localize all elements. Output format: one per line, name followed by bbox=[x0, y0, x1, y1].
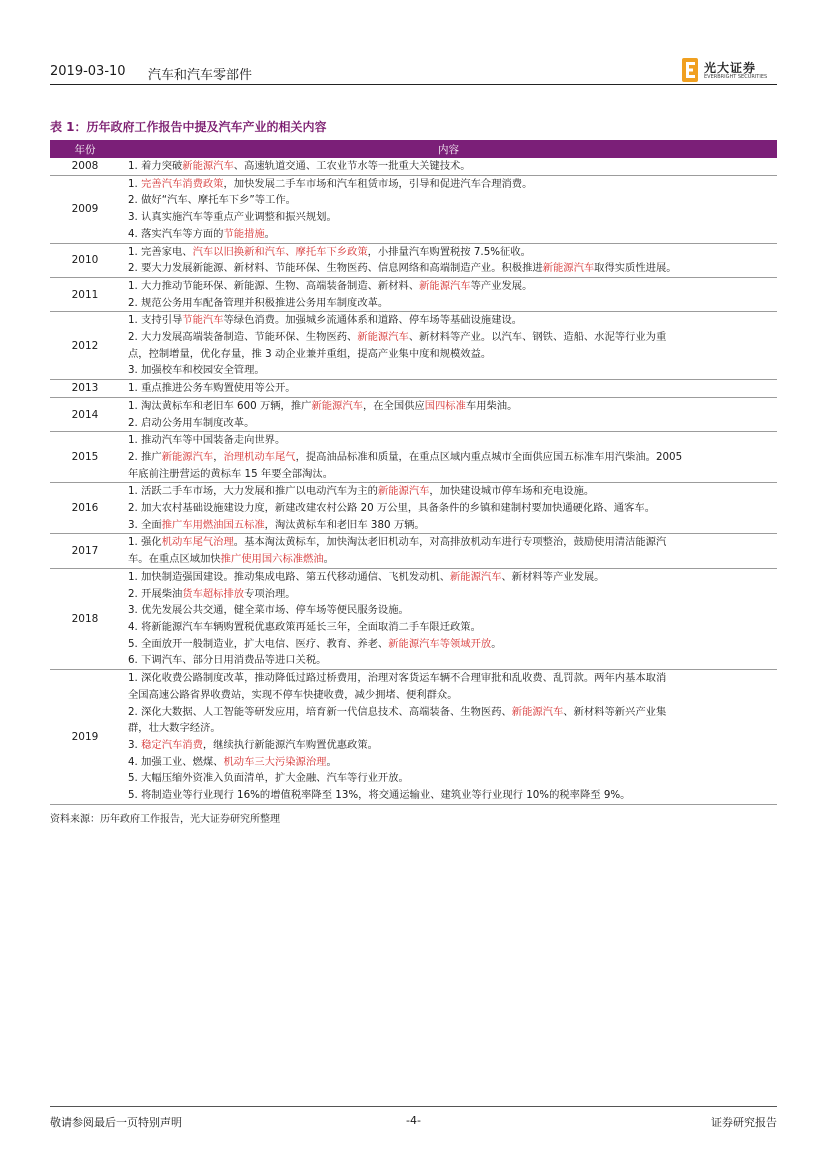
content-text: 2. 深化大数据、人工智能等研发应用，培育新一代信息技术、高端装备、生物医药、 bbox=[128, 705, 512, 718]
content-text: 2. 要大力发展新能源、新材料、节能环保、生物医药、信息网络和高端制造产业。积极推进 bbox=[128, 262, 543, 275]
source-note: 资料来源：历年政府工作报告，光大证券研究所整理 bbox=[50, 814, 280, 825]
content-line bbox=[120, 192, 777, 209]
content-text: ， bbox=[213, 450, 224, 463]
table-row bbox=[50, 243, 777, 277]
everbright-logo-icon bbox=[682, 58, 698, 82]
year-cell: 2017 bbox=[50, 534, 120, 568]
content-cell bbox=[120, 483, 777, 534]
table-row bbox=[50, 534, 777, 568]
content-text: 、高速轨道交通、工农业节水等一批重大关键技术。 bbox=[233, 160, 471, 172]
content-text: 5. 全面放开一般制造业，扩大电信、医疗、教育、养老、 bbox=[128, 637, 389, 650]
content-line bbox=[120, 704, 777, 721]
content-line bbox=[120, 670, 777, 687]
table-row bbox=[50, 483, 777, 534]
content-text: ，在全国供应 bbox=[362, 399, 425, 412]
content-text: 2. 做好“汽车、摩托车下乡”等工作。 bbox=[128, 194, 296, 207]
highlighted-text: 新能源汽车 bbox=[511, 705, 564, 718]
content-line bbox=[120, 636, 777, 653]
content-text: 、新材料等新兴产业集 bbox=[563, 705, 667, 718]
content-text: 1. 推动汽车等中国装备走向世界。 bbox=[128, 434, 286, 447]
highlighted-text: 国四标准 bbox=[424, 399, 466, 412]
table-row bbox=[50, 432, 777, 483]
content-cell bbox=[120, 432, 777, 483]
content-text: 2. 开展柴油 bbox=[128, 587, 183, 600]
content-text: 。 bbox=[491, 637, 502, 650]
content-line bbox=[120, 602, 777, 619]
year-cell: 2019 bbox=[50, 670, 120, 805]
content-line bbox=[120, 158, 777, 175]
highlighted-text: 汽车以旧换新和汽车、摩托车下乡政策 bbox=[192, 245, 368, 258]
highlighted-text: 新能源汽车 bbox=[542, 262, 595, 275]
page-header bbox=[50, 58, 777, 84]
content-text: 1. bbox=[128, 177, 142, 190]
content-text: 等绿色消费。加强城乡流通体系和道路、停车场等基础设施建设。 bbox=[223, 314, 523, 327]
content-line bbox=[120, 619, 777, 636]
content-text: 2. 启动公务用车制度改革。 bbox=[128, 416, 255, 429]
content-cell bbox=[120, 568, 777, 669]
table-header-row bbox=[50, 140, 777, 158]
content-line bbox=[120, 329, 777, 346]
content-text: 6. 下调汽车、部分日用消费品等进口关税。 bbox=[128, 654, 327, 667]
content-line bbox=[120, 787, 777, 804]
content-line bbox=[120, 720, 777, 737]
content-text: 1. 加快制造强国建设。推动集成电路、第五代移动通信、飞机发动机、 bbox=[128, 570, 451, 583]
content-text: 5. 大幅压缩外资准入负面清单，扩大金融、汽车等行业开放。 bbox=[128, 772, 409, 785]
content-text: 。 bbox=[326, 755, 337, 768]
content-line bbox=[120, 569, 777, 586]
content-cell bbox=[120, 380, 777, 398]
year-cell: 2015 bbox=[50, 432, 120, 483]
year-cell: 2010 bbox=[50, 243, 120, 277]
highlighted-text: 新能源汽车 bbox=[311, 399, 363, 412]
content-line bbox=[120, 534, 777, 551]
content-text: 等产业发展。 bbox=[470, 279, 533, 292]
content-text: 1. 淘汰黄标车和老旧车 600 万辆，推广 bbox=[128, 399, 312, 412]
highlighted-text: 机动车尾气治理 bbox=[161, 536, 234, 549]
content-line bbox=[120, 432, 777, 449]
highlighted-text: 新能源汽车 bbox=[450, 570, 502, 583]
highlighted-text: 推广使用国六标准燃油 bbox=[220, 553, 324, 566]
content-text: 4. 加强工业、燃煤、 bbox=[128, 755, 224, 768]
year-cell: 2012 bbox=[50, 312, 120, 380]
content-text: 点，控制增量，优化存量，推 3 动企业兼并重组，提高产业集中度和规模效益。 bbox=[128, 347, 492, 360]
content-text: 。 bbox=[264, 227, 275, 240]
content-line bbox=[120, 226, 777, 243]
content-cell bbox=[120, 158, 777, 175]
table-row bbox=[50, 670, 777, 805]
content-line bbox=[120, 737, 777, 754]
highlighted-text: 治理机动车尾气 bbox=[223, 450, 296, 463]
content-line bbox=[120, 312, 777, 329]
table-row bbox=[50, 568, 777, 669]
logo-text-en: EVERBRIGHT SECURITIES bbox=[704, 74, 768, 80]
everbright-logo bbox=[682, 58, 777, 84]
policy-table bbox=[50, 140, 777, 805]
year-cell: 2014 bbox=[50, 397, 120, 431]
highlighted-text: 完善汽车消费政策 bbox=[141, 177, 224, 190]
table-title: 表 1：历年政府工作报告中提及汽车产业的相关内容 bbox=[50, 120, 327, 134]
content-text: 车用柴油。 bbox=[465, 399, 518, 412]
table-row bbox=[50, 158, 777, 175]
content-line bbox=[120, 244, 777, 261]
content-line bbox=[120, 176, 777, 193]
content-text: 1. 支持引导 bbox=[128, 314, 183, 327]
content-text: 3. 优先发展公共交通，健全菜市场、停车场等便民服务设施。 bbox=[128, 604, 409, 617]
content-text: 3. 全面 bbox=[128, 518, 162, 531]
content-text: 1. 完善家电、 bbox=[128, 245, 193, 258]
content-text: 、新材料等产业。以汽车、钢铁、造船、水泥等行业为重 bbox=[408, 331, 667, 344]
year-cell: 2009 bbox=[50, 175, 120, 243]
content-line bbox=[120, 652, 777, 669]
content-text: 车。在重点区域加快 bbox=[128, 553, 221, 566]
content-text: 全国高速公路省界收费站，实现不停车快捷收费，减少拥堵、便利群众。 bbox=[128, 688, 458, 701]
content-text: ，继续执行新能源汽车购置优惠政策。 bbox=[202, 738, 378, 751]
year-cell: 2011 bbox=[50, 277, 120, 311]
content-text: 、新材料等产业发展。 bbox=[501, 570, 605, 583]
report-sector: 汽车和汽车零部件 bbox=[148, 68, 253, 83]
content-text: 4. 将新能源汽车车辆购置税优惠政策再延长三年，全面取消二手车限迁政策。 bbox=[128, 620, 481, 633]
content-line bbox=[120, 551, 777, 568]
year-cell: 2008 bbox=[50, 158, 120, 175]
header-rule bbox=[50, 84, 777, 85]
content-text: ，加快发展二手车市场和汽车租赁市场，引导和促进汽车合理消费。 bbox=[223, 177, 533, 190]
content-cell bbox=[120, 670, 777, 805]
year-cell: 2016 bbox=[50, 483, 120, 534]
highlighted-text: 新能源汽车 bbox=[419, 279, 471, 292]
table-row bbox=[50, 175, 777, 243]
content-text: ，淘汰黄标车和老旧车 380 万辆。 bbox=[264, 518, 425, 531]
content-text: 2. 加大农村基础设施建设力度，新建改建农村公路 20 万公里，具备条件的乡镇和建制村要加快通硬化路、通客车。 bbox=[128, 502, 655, 515]
content-line bbox=[120, 295, 777, 312]
highlighted-text: 新能源汽车 bbox=[161, 450, 214, 463]
content-text: 年底前注册营运的黄标车 15 年要全部淘汰。 bbox=[128, 467, 333, 480]
content-text: 1. 深化收费公路制度改革，推动降低过路过桥费用，治理对客货运车辆不合理审批和乱收费、乱罚款。两年内基本取消 bbox=[128, 672, 667, 685]
content-line bbox=[120, 398, 777, 415]
year-cell: 2018 bbox=[50, 568, 120, 669]
content-text: 。基本淘汰黄标车，加快淘汰老旧机动车，对高排放机动车进行专项整治，鼓励使用清洁能源汽 bbox=[233, 536, 667, 549]
table-row bbox=[50, 380, 777, 398]
highlighted-text: 新能源汽车 bbox=[182, 160, 234, 172]
content-line bbox=[120, 517, 777, 534]
content-text: 3. 认真实施汽车等重点产业调整和振兴规划。 bbox=[128, 211, 337, 224]
highlighted-text: 货车超标排放 bbox=[182, 587, 245, 600]
table-row bbox=[50, 397, 777, 431]
content-text: 取得实质性进展。 bbox=[594, 262, 677, 275]
content-line bbox=[120, 586, 777, 603]
content-line bbox=[120, 687, 777, 704]
highlighted-text: 机动车三大污染源治理 bbox=[223, 755, 327, 768]
content-line bbox=[120, 209, 777, 226]
content-text: 3. bbox=[128, 738, 142, 751]
content-text: 5. 将制造业等行业现行 16%的增值税率降至 13%，将交通运输业、建筑业等行业现行 10%的税率降至 9%。 bbox=[128, 789, 631, 802]
page-number: -4- bbox=[406, 1114, 421, 1127]
footer-rule bbox=[50, 1106, 777, 1107]
content-line bbox=[120, 380, 777, 397]
content-line bbox=[120, 500, 777, 517]
content-text: 群，壮大数字经济。 bbox=[128, 722, 221, 735]
content-text: 1. 重点推进公务车购置使用等公开。 bbox=[128, 382, 296, 395]
column-header-content: 内容 bbox=[120, 140, 777, 158]
content-text: 4. 落实汽车等方面的 bbox=[128, 227, 224, 240]
content-line bbox=[120, 362, 777, 379]
disclaimer-note: 敬请参阅最后一页特别声明 bbox=[50, 1116, 182, 1129]
content-cell bbox=[120, 277, 777, 311]
content-text: 1. 大力推动节能环保、新能源、生物、高端装备制造、新材料、 bbox=[128, 279, 420, 292]
content-text: 2. 规范公务用车配备管理并积极推进公务用车制度改革。 bbox=[128, 296, 389, 309]
content-text: 专项治理。 bbox=[244, 587, 296, 600]
content-line bbox=[120, 770, 777, 787]
highlighted-text: 稳定汽车消费 bbox=[141, 738, 203, 751]
content-text: ，小排量汽车购置税按 7.5%征收。 bbox=[367, 245, 531, 258]
content-text: 1. 着力突破 bbox=[128, 160, 183, 172]
highlighted-text: 推广车用燃油国五标准 bbox=[161, 518, 265, 531]
content-cell bbox=[120, 312, 777, 380]
highlighted-text: 新能源汽车 bbox=[377, 485, 430, 498]
content-cell bbox=[120, 175, 777, 243]
content-line bbox=[120, 415, 777, 432]
highlighted-text: 节能汽车 bbox=[182, 314, 224, 327]
table-row bbox=[50, 277, 777, 311]
content-line bbox=[120, 346, 777, 363]
content-line bbox=[120, 449, 777, 466]
content-text: 2. 推广 bbox=[128, 450, 162, 463]
content-text: 1. 活跃二手车市场，大力发展和推广以电动汽车为主的 bbox=[128, 485, 378, 498]
content-text: 2. 大力发展高端装备制造、节能环保、生物医药、 bbox=[128, 331, 358, 344]
content-text: 1. 强化 bbox=[128, 536, 162, 549]
content-line bbox=[120, 466, 777, 483]
highlighted-text: 新能源汽车 bbox=[357, 331, 409, 344]
content-line bbox=[120, 483, 777, 500]
content-text: 。 bbox=[323, 553, 334, 566]
content-text: ，加快建设城市停车场和充电设施。 bbox=[429, 485, 595, 498]
content-text: 3. 加强校车和校园安全管理。 bbox=[128, 364, 265, 377]
content-line bbox=[120, 260, 777, 277]
logo-text-cn: 光大证券 bbox=[704, 61, 757, 75]
content-line bbox=[120, 278, 777, 295]
table-row bbox=[50, 312, 777, 380]
report-type: 证券研究报告 bbox=[711, 1116, 777, 1129]
report-date: 2019-03-10 bbox=[50, 64, 126, 79]
highlighted-text: 节能措施 bbox=[223, 227, 265, 240]
content-text: ，提高油品标准和质量，在重点区域内重点城市全面供应国五标准车用汽柴油。2005 bbox=[295, 450, 683, 463]
content-cell bbox=[120, 534, 777, 568]
year-cell: 2013 bbox=[50, 380, 120, 398]
column-header-year: 年份 bbox=[50, 140, 120, 158]
content-cell bbox=[120, 243, 777, 277]
content-cell bbox=[120, 397, 777, 431]
content-line bbox=[120, 754, 777, 771]
highlighted-text: 新能源汽车等领域开放 bbox=[388, 637, 492, 650]
